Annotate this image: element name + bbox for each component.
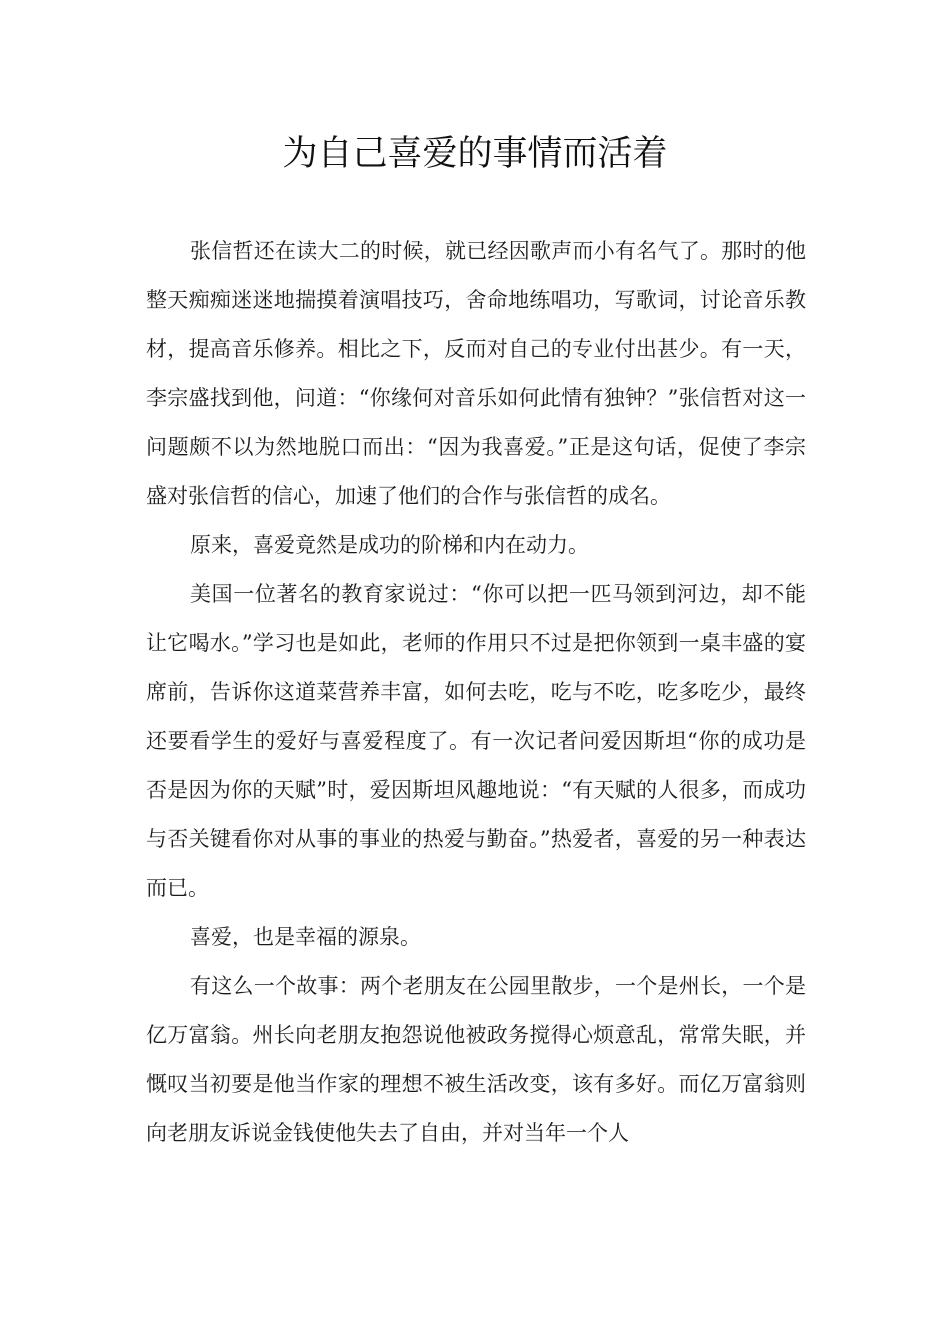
paragraph: 张信哲还在读大二的时候，就已经因歌声而小有名气了。那时的他整天痴痴迷迷地揣摸着演唱技巧，舍命地练唱功，写歌词，讨论音乐教材，提高音乐修养。相比之下，反而对自己的专业付出甚少。有一天，李宗盛找到他，问道：“你缘何对音乐如何此情有独钟？”张信哲对这一问题颇不以为然地脱口而出：“因为我喜爱。”正是这句话，促使了李宗盛对张信哲的信心，加速了他们的合作与张信哲的成名。 [146, 239, 806, 508]
paragraph: 美国一位著名的教育家说过：“你可以把一匹马领到河边，却不能让它喝水。”学习也是如此，老师的作用只不过是把你领到一桌丰盛的宴席前，告诉你这道菜营养丰富，如何去吃，吃与不吃，吃多吃少，最终还要看学生的爱好与喜爱程度了。有一次记者问爱因斯坦“你的成功是否是因为你的天赋”时，爱因斯坦风趣地说：“有天赋的人很多，而成功与否关键看你对从事的事业的热爱与勤奋。”热爱者，喜爱的另一种表达而已。 [146, 582, 806, 900]
paragraph: 原来，喜爱竟然是成功的阶梯和内在动力。 [190, 533, 589, 557]
paragraph: 有这么一个故事：两个老朋友在公园里散步，一个是州长，一个是亿万富翁。州长向老朋友抱怨说他被政务搅得心烦意乱，常常失眠，并慨叹当初要是他当作家的理想不被生活改变，该有多好。而亿万富翁则向老朋友诉说金钱使他失去了自由，并对当年一个人 [146, 974, 806, 1145]
document-body [146, 227, 806, 1158]
document-title: 为自己喜爱的事情而活着 [282, 134, 668, 174]
paragraph: 喜爱，也是幸福的源泉。 [190, 925, 421, 949]
